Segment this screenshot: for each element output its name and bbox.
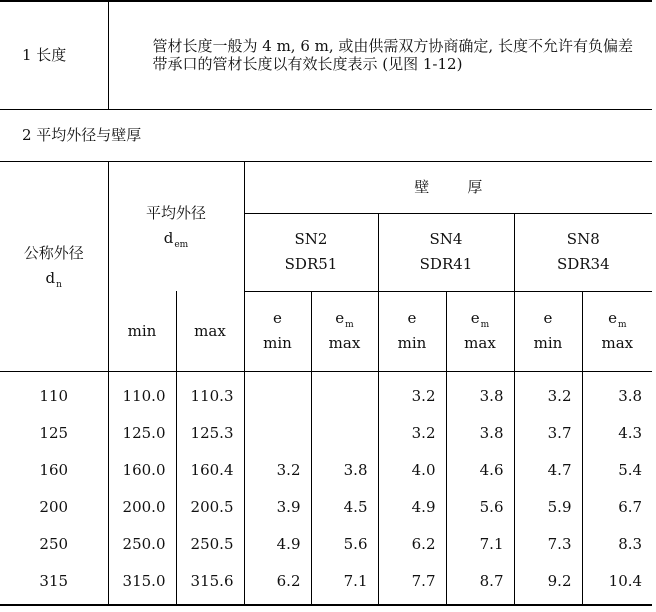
sn8-emmax-header bbox=[582, 291, 652, 371]
cell-sn4-min: 7.7 bbox=[378, 563, 446, 605]
cell-sn4-min: 6.2 bbox=[378, 526, 446, 563]
em-sub: m bbox=[345, 319, 354, 330]
sn4-emmax-header bbox=[446, 291, 514, 371]
table-row bbox=[0, 452, 652, 489]
cell-dn: 125 bbox=[0, 415, 108, 452]
length-desc-line1: 管材长度一般为 4 m, 6 m, 或由供需双方协商确定, 长度不允许有负偏差 bbox=[152, 37, 633, 56]
cell-sn8-min: 4.7 bbox=[514, 452, 582, 489]
min-label: min bbox=[263, 334, 292, 352]
sn2-emmax-header bbox=[311, 291, 378, 371]
sn2-emin-header bbox=[244, 291, 311, 371]
e-symbol: e bbox=[273, 308, 282, 327]
min-label: min bbox=[533, 334, 563, 352]
mean-od-symbol: d bbox=[163, 229, 174, 248]
cell-sn8-min: 3.7 bbox=[514, 415, 582, 452]
table-row bbox=[0, 415, 652, 452]
table-row bbox=[0, 526, 652, 563]
sn4-emin-header bbox=[378, 291, 446, 371]
e-symbol: e bbox=[543, 308, 553, 327]
od-max-header: max bbox=[176, 291, 244, 371]
class-sn4-label: SN4 bbox=[429, 229, 463, 248]
class-sn2-label: SN2 bbox=[294, 229, 328, 248]
length-row bbox=[0, 1, 652, 109]
cell-sn8-max: 6.7 bbox=[618, 498, 643, 516]
cell-sn4-max: 7.1 bbox=[446, 526, 514, 563]
em-sub: m bbox=[480, 319, 490, 330]
cell-sn8-min: 7.3 bbox=[514, 526, 582, 563]
class-sn4 bbox=[378, 213, 514, 291]
class-sn8 bbox=[514, 213, 652, 291]
cell-sn8-min: 3.2 bbox=[514, 371, 582, 415]
table-row bbox=[0, 489, 652, 526]
cell-dn: 200 bbox=[0, 489, 108, 526]
max-label: max bbox=[601, 334, 634, 352]
cell-od-min: 160.0 bbox=[108, 452, 176, 489]
cell-dn: 110 bbox=[0, 371, 108, 415]
cell-sn4-max: 8.7 bbox=[446, 563, 514, 605]
cell-sn4-max: 3.8 bbox=[446, 371, 514, 415]
em-sub: m bbox=[617, 319, 627, 330]
cell-sn2-min: 3.2 bbox=[244, 452, 311, 489]
wall-thickness-header: 壁 厚 bbox=[244, 161, 652, 213]
cell-sn4-max: 5.6 bbox=[446, 489, 514, 526]
cell-sn8-max: 4.3 bbox=[618, 424, 643, 442]
od-min-header: min bbox=[108, 291, 176, 371]
cell-sn2-max bbox=[311, 371, 378, 415]
nominal-od-label: 公称外径 bbox=[23, 243, 84, 262]
cell-dn: 160 bbox=[0, 452, 108, 489]
max-label: max bbox=[464, 334, 496, 352]
cell-sn2-max: 7.1 bbox=[311, 563, 378, 605]
cell-od-min: 125.0 bbox=[108, 415, 176, 452]
cell-od-min: 200.0 bbox=[108, 489, 176, 526]
mean-od-label: 平均外径 bbox=[145, 203, 206, 222]
cell-sn2-max: 3.8 bbox=[311, 452, 378, 489]
e-symbol: e bbox=[470, 308, 480, 327]
cell-od-max: 110.3 bbox=[176, 371, 244, 415]
cell-sn8-max: 5.4 bbox=[618, 461, 643, 479]
cell-sn2-min: 3.9 bbox=[244, 489, 311, 526]
class-sn2 bbox=[244, 213, 378, 291]
mean-od-sub: em bbox=[174, 240, 189, 251]
cell-sn4-min: 3.2 bbox=[378, 415, 446, 452]
cell-od-max: 250.5 bbox=[176, 526, 244, 563]
length-desc-line2: 带承口的管材长度以有效长度表示 (见图 1-12) bbox=[152, 55, 463, 74]
cell-sn4-min: 4.0 bbox=[378, 452, 446, 489]
cell-sn4-max: 3.8 bbox=[446, 415, 514, 452]
cell-sn2-max: 5.6 bbox=[311, 526, 378, 563]
cell-dn: 315 bbox=[0, 563, 108, 605]
section2-title: 2 平均外径与壁厚 bbox=[0, 109, 652, 161]
class-sn8-label: SN8 bbox=[566, 229, 600, 248]
table-row bbox=[0, 371, 652, 415]
nominal-od-symbol: d bbox=[45, 269, 56, 287]
length-label: 1 长度 bbox=[0, 1, 108, 109]
cell-sn2-max bbox=[311, 415, 378, 452]
cell-sn2-min: 4.9 bbox=[244, 526, 311, 563]
cell-sn8-min: 5.9 bbox=[514, 489, 582, 526]
table-row bbox=[0, 563, 652, 605]
class-sdr34-label: SDR34 bbox=[556, 255, 610, 273]
nominal-od-sub: n bbox=[56, 280, 62, 290]
cell-od-min: 110.0 bbox=[108, 371, 176, 415]
cell-sn4-min: 4.9 bbox=[378, 489, 446, 526]
e-symbol: e bbox=[407, 308, 417, 327]
cell-sn8-max: 10.4 bbox=[582, 563, 652, 605]
header-row-wall bbox=[0, 161, 652, 213]
cell-od-max: 315.6 bbox=[176, 563, 244, 605]
cell-sn8-min: 9.2 bbox=[514, 563, 582, 605]
cell-od-min: 315.0 bbox=[108, 563, 176, 605]
cell-sn4-max: 4.6 bbox=[446, 452, 514, 489]
cell-od-max: 200.5 bbox=[176, 489, 244, 526]
cell-od-max: 160.4 bbox=[176, 452, 244, 489]
nominal-od-header bbox=[0, 161, 108, 371]
cell-sn4-min: 3.2 bbox=[378, 371, 446, 415]
cell-sn2-max: 4.5 bbox=[311, 489, 378, 526]
cell-sn2-min bbox=[244, 415, 311, 452]
e-symbol: e bbox=[608, 308, 617, 327]
cell-od-min: 250.0 bbox=[108, 526, 176, 563]
mean-od-header bbox=[108, 161, 244, 291]
cell-od-max: 125.3 bbox=[176, 415, 244, 452]
cell-sn2-min bbox=[244, 371, 311, 415]
class-sdr41-label: SDR41 bbox=[419, 255, 473, 273]
min-label: min bbox=[397, 334, 427, 352]
sn8-emin-header bbox=[514, 291, 582, 371]
e-symbol: e bbox=[335, 308, 345, 327]
section2-row bbox=[0, 109, 652, 161]
cell-sn8-max: 3.8 bbox=[618, 387, 643, 405]
cell-sn2-min: 6.2 bbox=[244, 563, 311, 605]
cell-sn8-max: 8.3 bbox=[618, 535, 643, 553]
length-description bbox=[108, 1, 652, 109]
max-label: max bbox=[328, 334, 361, 352]
cell-dn: 250 bbox=[0, 526, 108, 563]
class-sdr51-label: SDR51 bbox=[284, 255, 338, 273]
